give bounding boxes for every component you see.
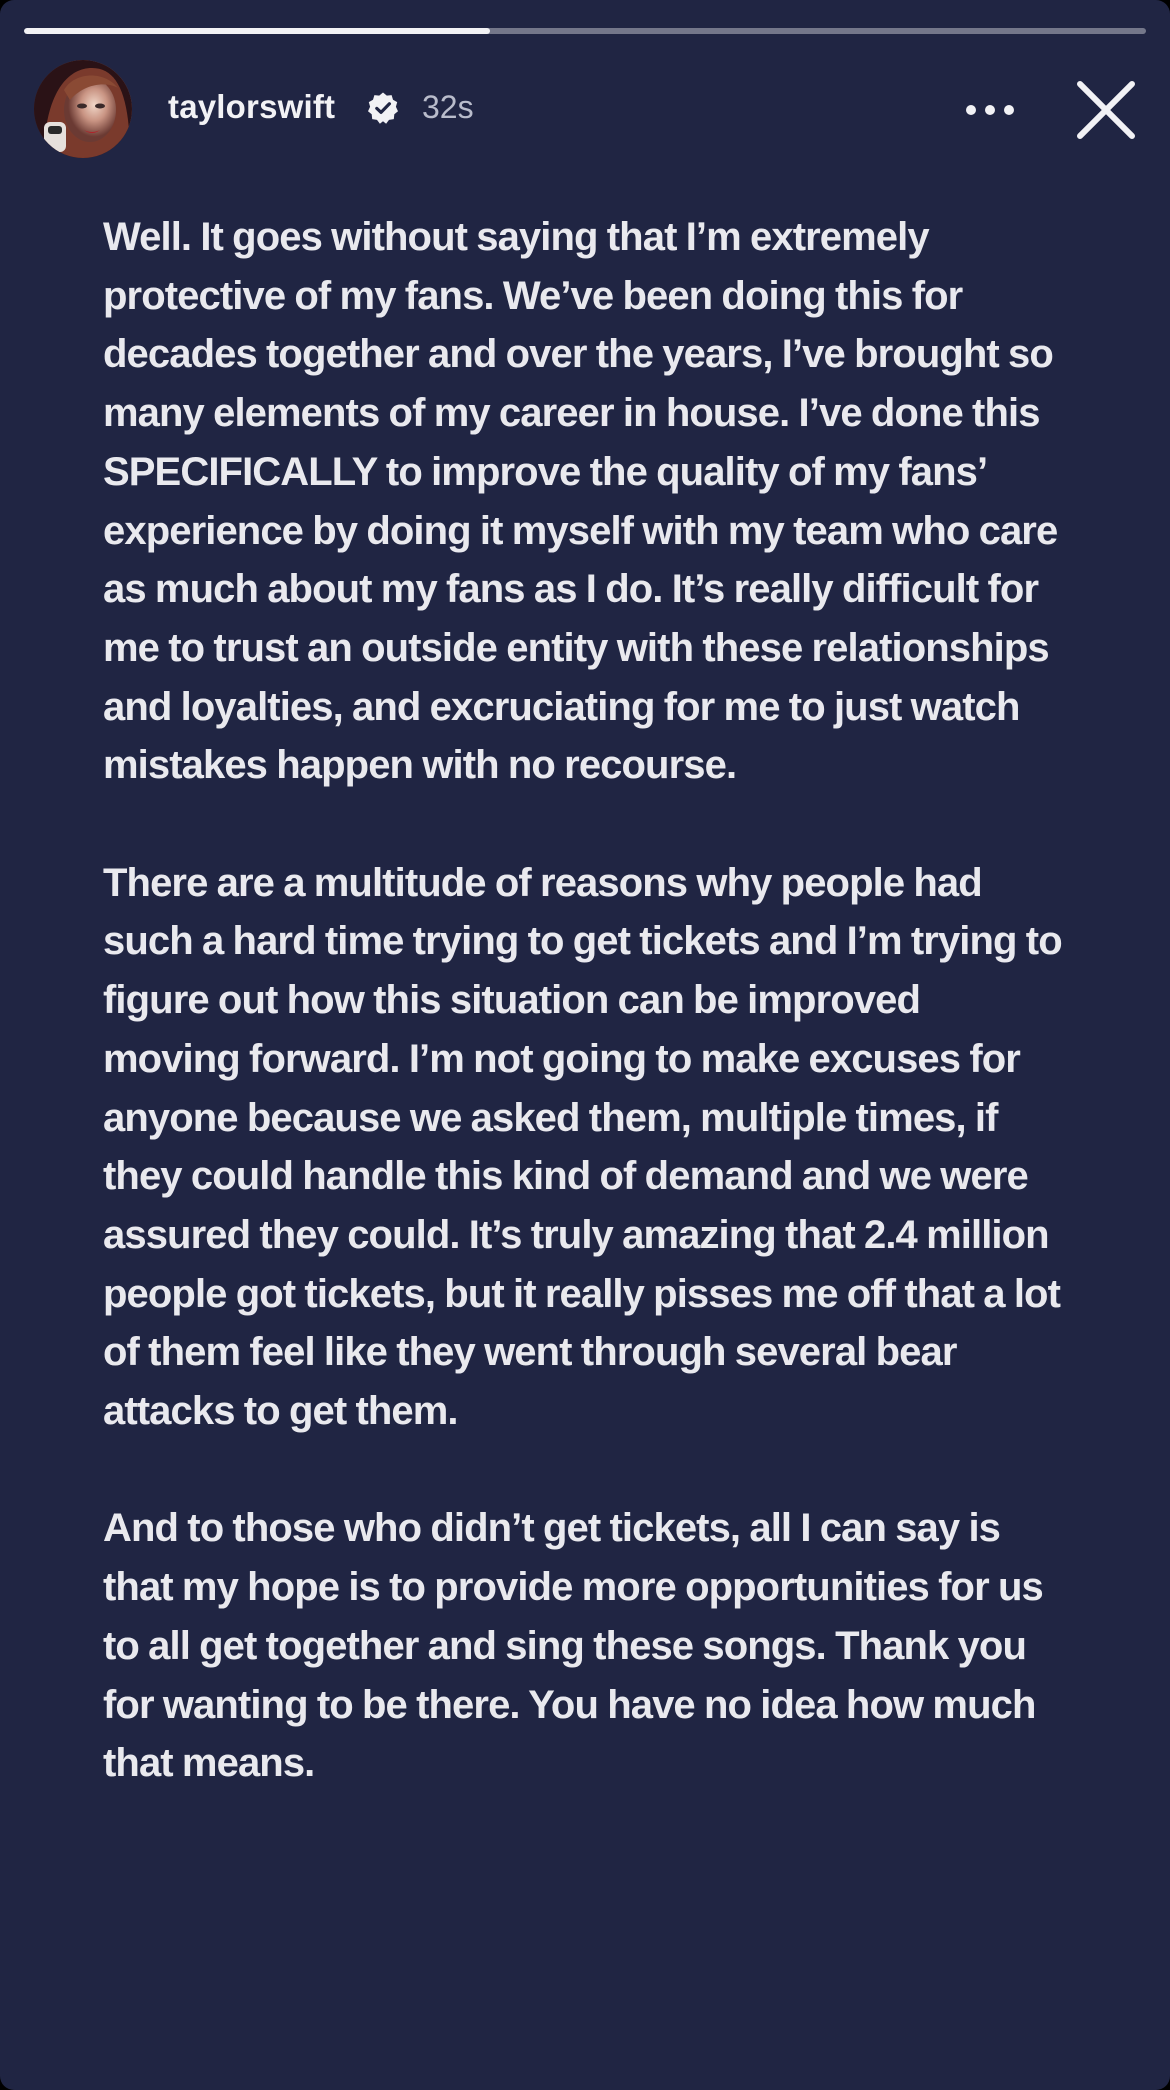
more-options-button[interactable] — [958, 86, 1022, 134]
avatar[interactable] — [34, 60, 132, 158]
story-progress-fill — [24, 28, 490, 34]
username[interactable]: taylorswift — [168, 88, 336, 125]
close-button[interactable] — [1070, 74, 1142, 146]
close-icon — [1070, 74, 1142, 146]
paragraph-3: And to those who didn’t get tickets, all I can say is that my hope is to provide more opportunities for us to all get together and sing these songs. Thank you for wanting to be there. You have no idea how much that means. — [103, 1506, 1043, 1786]
verified-badge-icon — [366, 91, 400, 125]
paragraph-2: There are a multitude of reasons why people had such a hard time trying to get tickets and I’m trying to figure out how this situation can be improved moving forward. I’m not going to make excuses for anyone because we asked them, multiple times, if they could handle this kind of demand and we were assured they could. It’s truly amazing that 2.4 million people got tickets, but it really pisses me off that a lot of them feel like they went through several bear attacks to get them. — [103, 860, 1062, 1434]
post-time: 32s — [422, 89, 474, 125]
story-progress-bar — [24, 28, 1146, 34]
story-text — [103, 208, 1063, 1852]
more-horizontal-icon — [958, 86, 1022, 134]
avatar-image — [34, 60, 132, 158]
paragraph-1: Well. It goes without saying that I’m extremely protective of my fans. We’ve been doing this for decades together and over the years, I’ve brought so many elements of my career in house. I’ve done this SPECIFICALLY to improve the quality of my fans’ experience by doing it myself with my team who care as much about my fans as I do. It’s really difficult for me to trust an outside entity with these relationships and loyalties, and excruciating for me to just watch mistakes happen with no recourse. — [103, 215, 1058, 788]
story-header — [0, 56, 1170, 164]
